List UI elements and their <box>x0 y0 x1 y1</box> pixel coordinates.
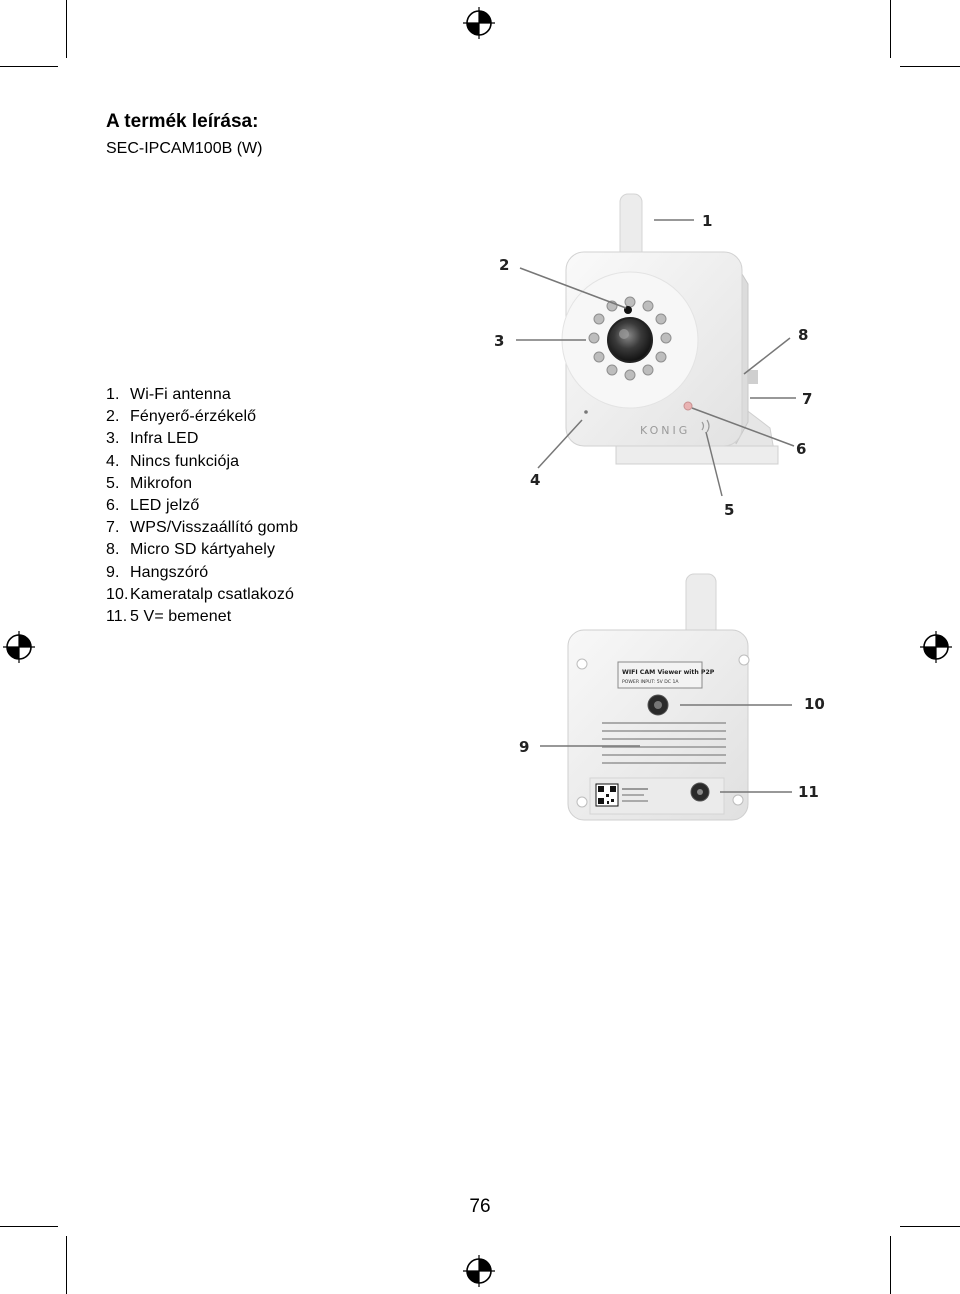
callout-1: 1 <box>702 212 713 230</box>
crop-mark <box>0 66 58 67</box>
crop-mark <box>66 1236 67 1294</box>
sticker-line-1: WIFI CAM Viewer with P2P <box>622 669 715 676</box>
list-item: 8. Micro SD kártyahely <box>106 541 276 559</box>
crop-mark <box>66 0 67 58</box>
callout-2: 2 <box>499 256 510 274</box>
list-item: 5. Mikrofon <box>106 474 193 492</box>
list-item: 3. Infra LED <box>106 430 199 448</box>
crop-mark <box>890 0 891 58</box>
callout-6: 6 <box>796 440 807 458</box>
callout-9: 9 <box>519 738 530 756</box>
crop-mark <box>900 66 960 67</box>
crop-mark <box>890 1236 891 1294</box>
list-item: 6. LED jelző <box>106 497 200 515</box>
brand-logo: KONIG <box>640 424 691 437</box>
callout-8: 8 <box>798 326 809 344</box>
crosshair-circle-icon <box>462 6 496 40</box>
callout-10: 10 <box>804 695 825 713</box>
callout-7: 7 <box>802 390 813 408</box>
model-number: SEC-IPCAM100B (W) <box>106 140 263 157</box>
crosshair-circle-icon <box>919 630 953 664</box>
list-item: 7. WPS/Visszaállító gomb <box>106 519 299 537</box>
list-item: 4. Nincs funkciója <box>106 452 240 470</box>
list-item: 10. Kameratalp csatlakozó <box>106 585 294 603</box>
camera-back-image <box>510 572 840 827</box>
callout-5: 5 <box>724 501 735 519</box>
sticker-line-2: POWER INPUT: 5V DC 1A <box>622 680 679 685</box>
callout-3: 3 <box>494 332 505 350</box>
parts-list <box>106 384 298 628</box>
callout-4: 4 <box>530 471 541 489</box>
crosshair-circle-icon <box>2 630 36 664</box>
page-number: 76 <box>469 1196 491 1217</box>
list-item: 1. Wi-Fi antenna <box>106 386 231 403</box>
camera-front-image <box>480 190 840 530</box>
list-item: 11. 5 V= bemenet <box>106 608 232 626</box>
crosshair-circle-icon <box>462 1254 496 1288</box>
crop-mark <box>0 1226 58 1227</box>
crop-mark <box>900 1226 960 1227</box>
list-item: 2. Fényerő-érzékelő <box>106 408 257 426</box>
callout-11: 11 <box>798 783 819 801</box>
page-title: A termék leírása: <box>106 111 259 132</box>
list-item: 9. Hangszóró <box>106 563 209 581</box>
